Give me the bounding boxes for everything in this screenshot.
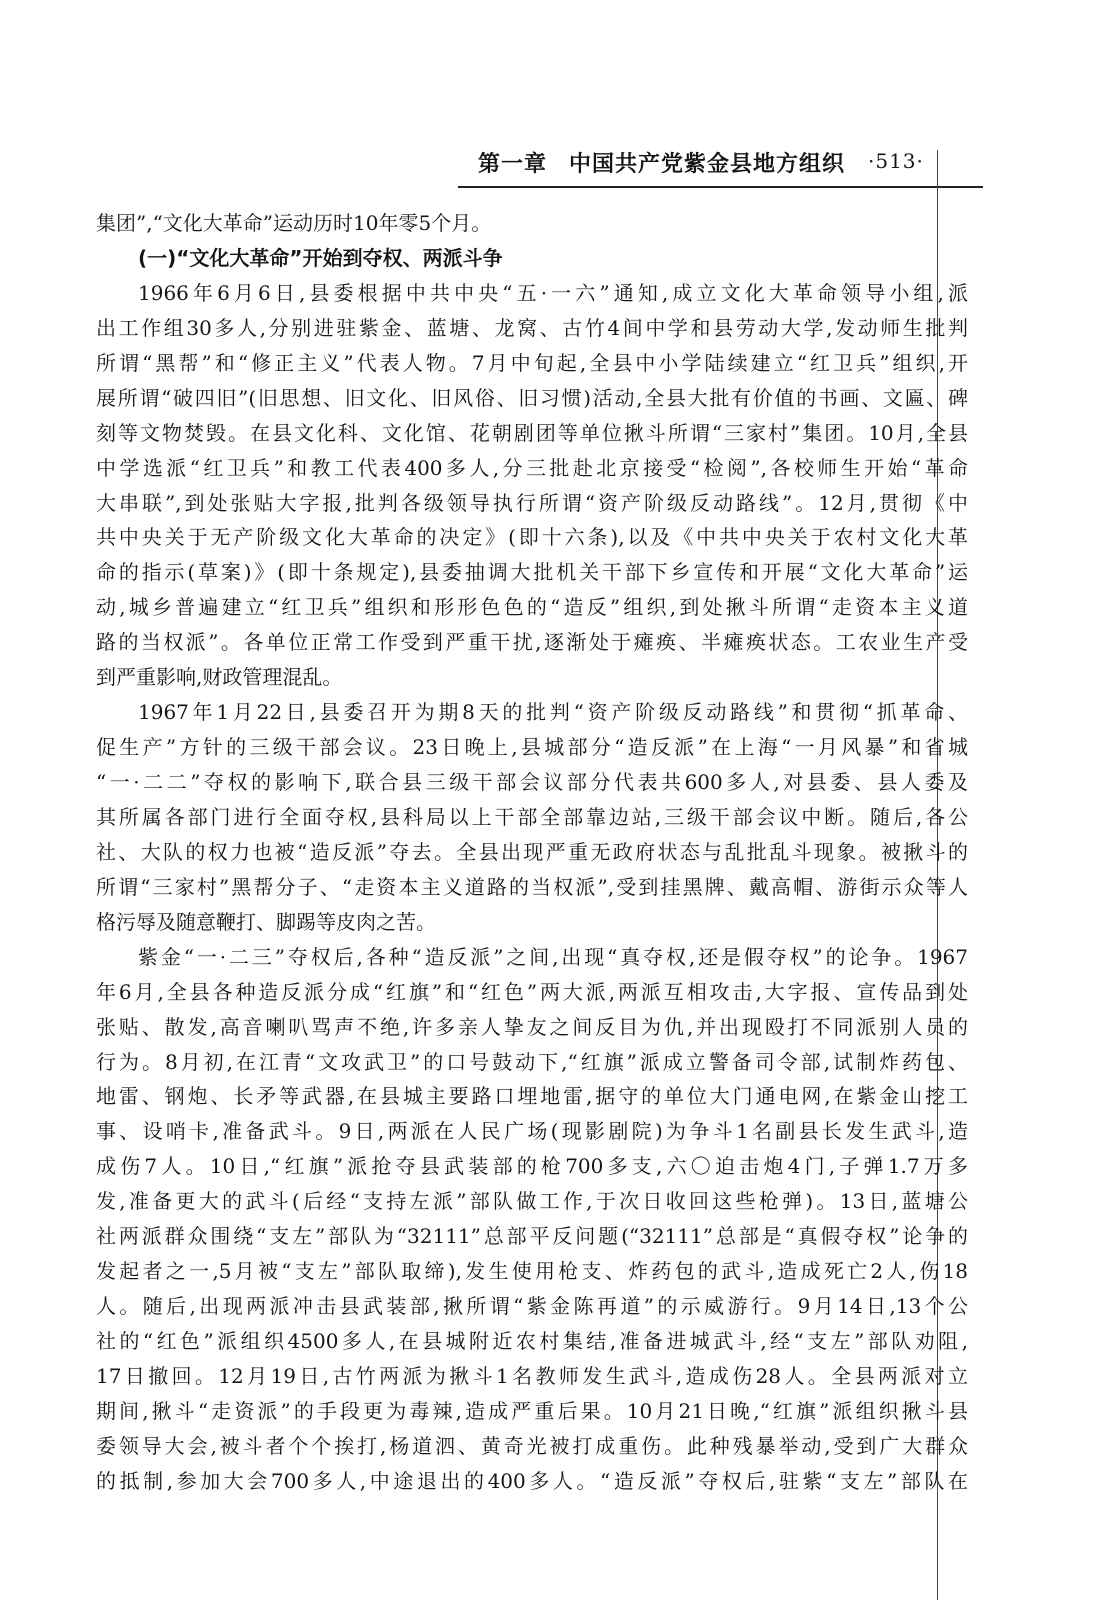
section-heading: (一)“文化大革命”开始到夺权、两派斗争 <box>138 245 503 270</box>
text-line: “一·二二”夺权的影响下,联合县三级干部会议部分代表共600多人,对县委、县人委及 <box>96 770 968 794</box>
text-line: 刻等文物焚毁。在县文化科、文化馆、花朝剧团等单位揪斗所谓“三家村”集团。10月,全县 <box>96 420 968 445</box>
text-line: 地雷、钢炮、长矛等武器,在县城主要路口埋地雷,据守的单位大门通电网,在紫金山挖工 <box>96 1084 968 1109</box>
text-line: 人。随后,出现两派冲击县武装部,揪所谓“紫金陈再道”的示威游行。9月14日,13个公 <box>96 1294 968 1319</box>
text-line: 格污辱及随意鞭打、脚踢等皮肉之苦。 <box>96 909 436 934</box>
running-header <box>478 147 978 178</box>
page-number: ·513· <box>868 149 924 173</box>
text-line: 社的“红色”派组织4500多人,在县城附近农村集结,准备进城武斗,经“支左”部队劝阻, <box>96 1329 968 1353</box>
text-line: 发,准备更大的武斗(后经“支持左派”部队做工作,于次日收回这些枪弹)。13日,蓝塘公 <box>96 1189 968 1214</box>
text-line: 行为。8月初,在江青“文攻武卫”的口号鼓动下,“红旗”派成立警备司令部,试制炸药包、 <box>96 1049 968 1074</box>
text-line: 发起者之一,5月被“支左”部队取缔),发生使用枪支、炸药包的武斗,造成死亡2人,伤18 <box>96 1259 968 1284</box>
chapter-number: 第一章 <box>478 152 548 177</box>
body-text <box>96 206 968 1499</box>
text-line: 其所属各部门进行全面夺权,县科局以上干部全部靠边站,三级干部会议中断。随后,各公 <box>96 804 968 829</box>
text-line: 集团”,“文化大革命”运动历时10年零5个月。 <box>96 211 492 235</box>
text-line: 促生产”方针的三级干部会议。23日晚上,县城部分“造反派”在上海“一月风暴”和省城 <box>96 735 968 760</box>
text-line: 事、设哨卡,准备武斗。9日,两派在人民广场(现影剧院)为争斗1名副县长发生武斗,造 <box>96 1119 968 1144</box>
text-line: 社、大队的权力也被“造反派”夺去。全县出现严重无政府状态与乱批乱斗现象。被揪斗的 <box>96 839 968 864</box>
text-line: 17日撤回。12月19日,古竹两派为揪斗1名教师发生武斗,造成伤28人。全县两派对立 <box>96 1363 968 1388</box>
text-line: 中学选派“红卫兵”和教工代表400多人,分三批赴北京接受“检阅”,各校师生开始“革命 <box>96 455 968 480</box>
text-line: 委领导大会,被斗者个个挨打,杨道泗、黄奇光被打成重伤。此种残暴举动,受到广大群众 <box>96 1433 968 1458</box>
text-line: 到严重影响,财政管理混乱。 <box>96 665 343 690</box>
header-rule <box>458 186 983 188</box>
text-line: 期间,揪斗“走资派”的手段更为毒辣,造成严重后果。10月21日晚,“红旗”派组织揪斗县 <box>96 1398 968 1423</box>
text-line: 所谓“黑帮”和“修正主义”代表人物。7月中旬起,全县中小学陆续建立“红卫兵”组织,开 <box>96 350 968 375</box>
text-line: 成伤7人。10日,“红旗”派抢夺县武装部的枪700多支,六〇迫击炮4门,子弹1.7万多 <box>96 1154 968 1179</box>
text-line: 动,城乡普遍建立“红卫兵”组织和形形色色的“造反”组织,到处揪斗所谓“走资本主义道 <box>96 595 968 620</box>
text-line: 命的指示(草案)》(即十条规定),县委抽调大批机关干部下乡宣传和开展“文化大革命”运 <box>96 560 968 585</box>
text-line: 路的当权派”。各单位正常工作受到严重干扰,逐渐处于瘫痪、半瘫痪状态。工农业生产受 <box>96 630 968 655</box>
text-line: 的抵制,参加大会700多人,中途退出的400多人。“造反派”夺权后,驻紫“支左”部队在 <box>96 1468 968 1493</box>
text-line: 共中央关于无产阶级文化大革命的决定》(即十六条),以及《中共中央关于农村文化大革 <box>96 525 968 550</box>
text-line: 社两派群众围绕“支左”部队为“32111”总部平反问题(“32111”总部是“真假夺权”论争的 <box>96 1224 968 1249</box>
text-line: 大串联”,到处张贴大字报,批判各级领导执行所谓“资产阶级反动路线”。12月,贯彻《中 <box>96 490 968 515</box>
text-line: 1966年6月6日,县委根据中共中央“五·一六”通知,成立文化大革命领导小组,派 <box>138 280 968 305</box>
text-line: 紫金“一·二三”夺权后,各种“造反派”之间,出现“真夺权,还是假夺权”的论争。1967 <box>138 944 968 969</box>
text-line: 年6月,全县各种造反派分成“红旗”和“红色”两大派,两派互相攻击,大字报、宣传品到处 <box>96 979 968 1004</box>
text-line: 张贴、散发,高音喇叭骂声不绝,许多亲人挚友之间反目为仇,并出现殴打不同派别人员的 <box>96 1014 968 1039</box>
text-line: 所谓“三家村”黑帮分子、“走资本主义道路的当权派”,受到挂黑牌、戴高帽、游街示众等人 <box>96 874 968 899</box>
text-line: 出工作组30多人,分别进驻紫金、蓝塘、龙窝、古竹4间中学和县劳动大学,发动师生批判 <box>96 315 968 340</box>
text-line: 1967年1月22日,县委召开为期8天的批判“资产阶级反动路线”和贯彻“抓革命、 <box>138 700 968 725</box>
text-line: 展所谓“破四旧”(旧思想、旧文化、旧风俗、旧习惯)活动,全县大批有价值的书画、文匾、碑 <box>96 385 968 410</box>
chapter-title: 中国共产党紫金县地方组织 <box>569 152 846 177</box>
